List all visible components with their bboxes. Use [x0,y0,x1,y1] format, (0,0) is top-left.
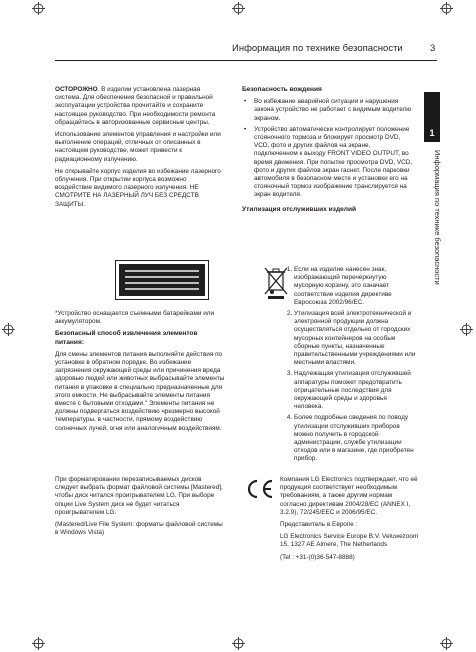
laser-warning: Не открывайте корпус изделия во избежание лазерного облучения. При открытии корпуса возможно воздействие видимого лазерного излучения. НЕ СМОТРИТЕ НА ЛАЗЕРНЫЙ ЛУЧ БЕЗ СРЕДСТВ ЗАЩИТЫ. [55,167,221,208]
registration-mark-top-right [440,2,453,15]
chapter-tab-block [424,92,440,124]
laser-label-panel [119,264,205,296]
list-item: 3. Надлежащая утилизация отслужившей аппаратуры поможет предотвратить отрицательные последствия для окружающей среды и здоровья человека. [294,370,416,411]
caution-paragraph [55,86,225,127]
format-section [55,476,225,541]
disposal-heading: Утилизация отслуживших изделий [242,205,357,213]
list-item: 1. Если на изделие нанесен знак, изображающий перечеркнутую мусорную корзину, это означает соответствие изделия директиве Евросоюза 2002/96/EC. [294,266,416,307]
chapter-tab-label: Информация по технике безопасности [433,150,442,285]
format-text: При форматировании перезаписываемых дисков следует выбрать формат файловой системы [Mastered], чтобы диск читался проигрывателем LG. При выборе опции Live System диск не будет читаться проигрывателем LG. [55,476,223,516]
chapter-tab-number: 1 [424,124,440,142]
caution-text: . В изделии установлена лазерная система. Для обеспечения безопасной и правильной эксплуатации устройства прочитайте и сохраните настоящее руководство. При необходимости ремонта обращайтесь в авторизованные сервисные центры. [55,86,216,126]
representative-address: LG Electronics Service Europe B.V. Veluwezoom 15, 1327 AE Almere, The Netherlands [280,533,419,549]
disposal-list-container [276,266,416,467]
disposal-list [276,266,416,464]
laser-label-line [125,276,199,278]
ce-text: Компания LG Electronics подтверждает, что её продукция соответствует необходимым требованиям, а также другим нормам согласно директивам 2004/28/EC (ANNEX I, 3.2.9), 72/245/EEC и 2006/95/EC. [280,476,418,516]
driving-heading: Безопасность вождения [242,86,322,93]
battery-note: *Устройство оснащается съемными батарейками или аккумулятором. [55,310,215,326]
laser-label-line [125,270,199,272]
list-item: 2. Утилизация всей электротехнической и электронной продукции должна осуществляться отдельно от городских мусорных контейнеров на особые сборные пункты, назначенные правительственными учреждениями или местными властями. [294,310,416,367]
battery-text: Для смены элементов питания выполняйте действия по установке в обратном порядке. Во избежание загрязнения окружающей среды или причинения вреда здоровью людей или животных выбрасывайте элементы питания в упаковке в специально предназначенные для этого емкости. Не выбрасывайте элементы питания вместе с бытовыми отходами." Элементы питания не должны подвергаться воздействию чрезмерно высокой температуры, в частности, прямому воздействию солнечных лучей, огня или аналогичным воздействиям. [55,350,225,432]
list-item: 4. Более подробные сведения по поводу утилизации отслуживших приборов можно получить в городской администрации, службе утилизации отходов или в магазине, где приобретен прибор. [294,414,416,463]
page-number: 3 [430,43,436,54]
left-column [55,86,225,213]
registration-mark-top-left [32,2,45,15]
caution-label: ОСТОРОЖНО [55,86,98,93]
registration-mark-mid-left [2,323,15,336]
format-text-2: (Mastered/Live File System: форматы файловой системы в Windows Vista) [55,521,223,537]
ce-section [280,476,420,566]
registration-mark-bottom-left [32,637,45,650]
registration-mark-top-center [232,2,245,15]
registration-mark-bottom-center [232,637,245,650]
left-column-lower [55,310,225,437]
header-divider [55,60,437,61]
laser-warning-label [115,260,209,300]
list-item: • Устройство автоматически контролирует положение стояночного тормоза и блокирует просмотр DVD, VCD, фото и других файлов на экране, подключенном к выходу FRONT VIDEO OUTPUT, во время движения. При попытке просмотра DVD, VCD, фото и других файлов экран гаснет. После парковки автомобиля в безопасном месте и установки его на стояночный тормоз изображение транслируется на экран водителя. [254,126,414,200]
ce-mark-icon [244,478,276,500]
controls-warning: Использование элементов управления и настройки или выполнение операций, отличных от описанных в настоящем руководстве, может привести к радиационному излучению. [55,131,221,163]
driving-list [242,98,414,199]
list-item: • Во избежание аварийной ситуации и нарушения закона устройство не работает с видимым водителю экраном. [254,98,414,123]
representative-phone: (Tel : +31-(0)36-547-8888) [280,553,355,561]
laser-label-line [125,282,199,284]
representative-label: Представитель в Европе : [280,521,358,529]
right-column [242,86,414,218]
registration-mark-mid-right [460,323,473,336]
registration-mark-bottom-right [440,637,453,650]
laser-label-line [125,288,199,290]
battery-heading: Безопасный способ извлечения элементов питания: [55,330,198,346]
page-header-title: Информация по технике безопасности [232,43,403,54]
